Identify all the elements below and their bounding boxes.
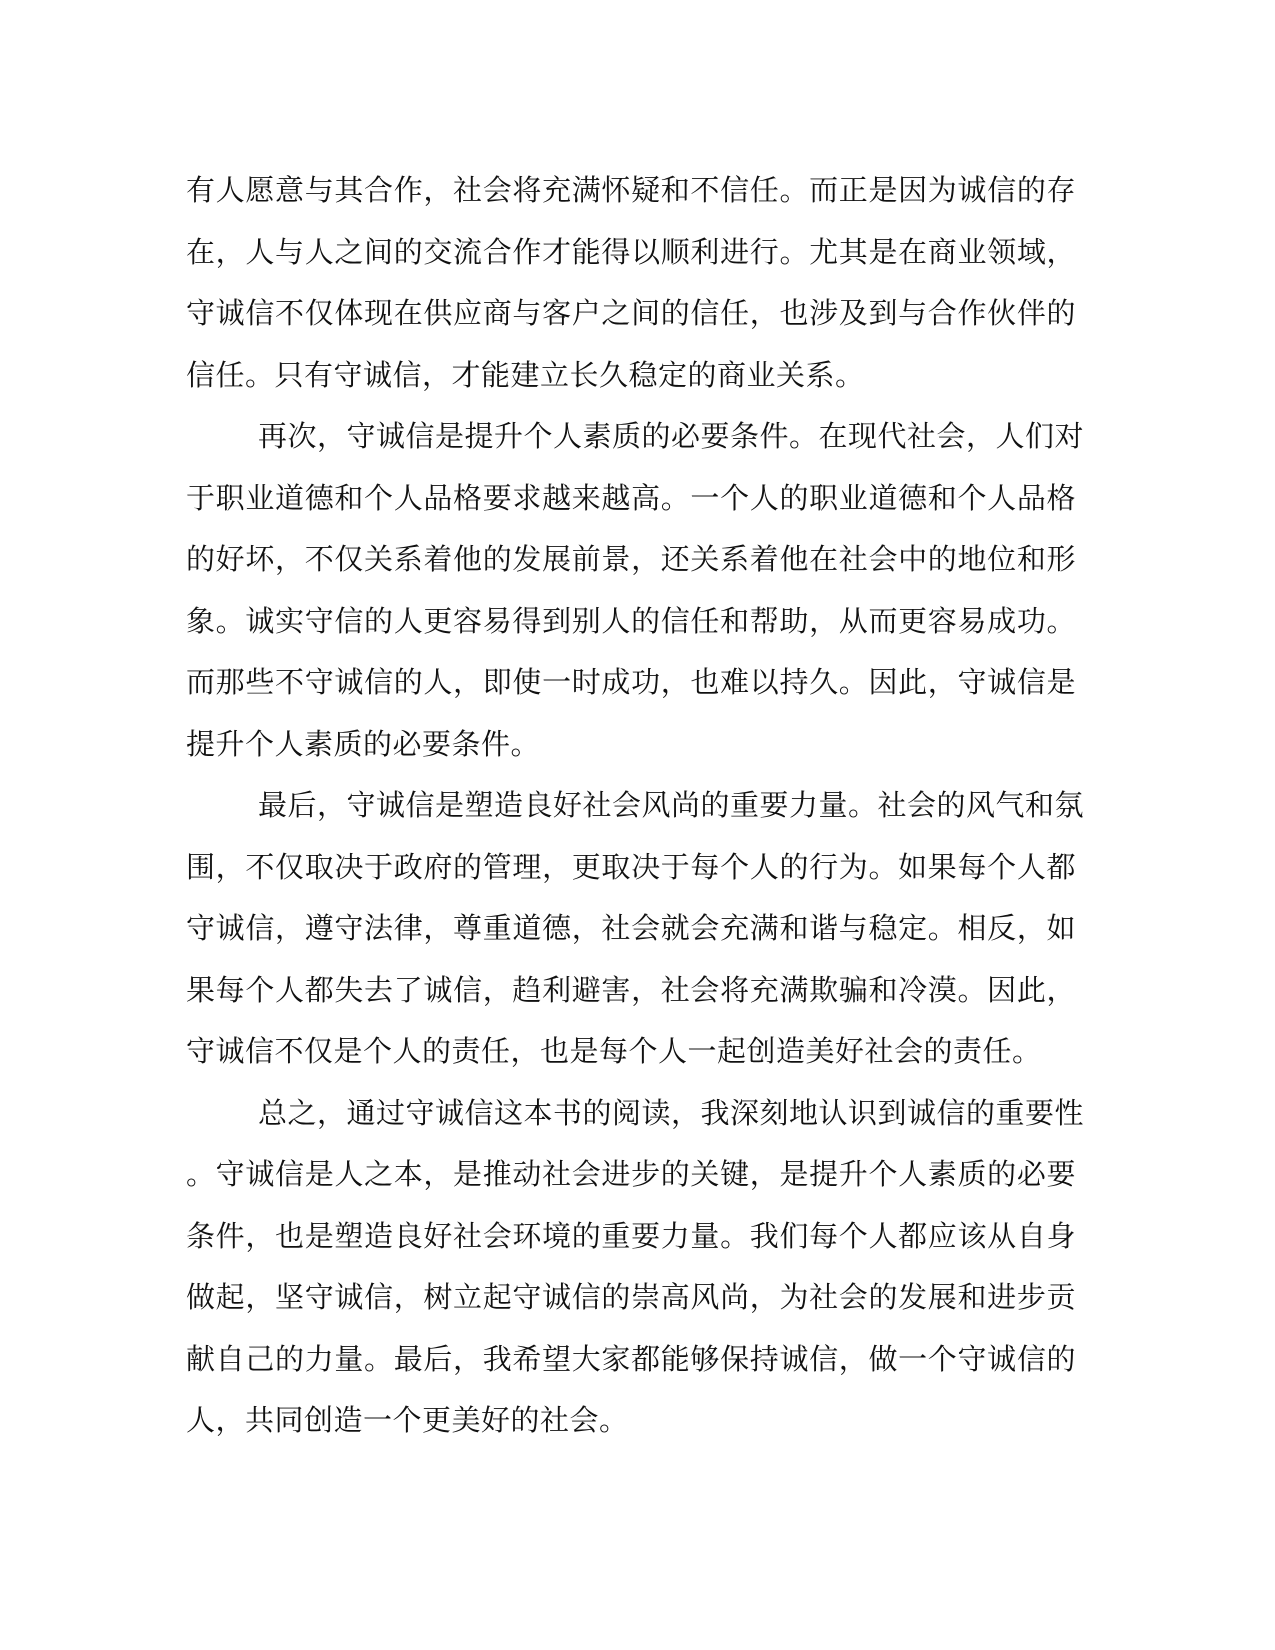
- paragraph-3: [186, 775, 1085, 1083]
- paragraph-1: [186, 160, 1076, 406]
- text-line: 信任。只有守诚信，才能建立长久稳定的商业关系。: [186, 357, 865, 392]
- text-line: 象。诚实守信的人更容易得到别人的信任和帮助，从而更容易成功。: [186, 603, 1076, 638]
- text-line: 于职业道德和个人品格要求越来越高。一个人的职业道德和个人品格: [186, 480, 1076, 515]
- text-line: 提升个人素质的必要条件。: [186, 726, 541, 761]
- text-line: 果每个人都失去了诚信，趋利避害，社会将充满欺骗和冷漠。因此，: [186, 972, 1076, 1007]
- text-line: 。守诚信是人之本，是推动社会进步的关键，是提升个人素质的必要: [186, 1157, 1076, 1191]
- text-line: 在，人与人之间的交流合作才能得以顺利进行。尤其是在商业领域，: [186, 234, 1076, 269]
- text-line: 守诚信不仅是个人的责任，也是每个人一起创造美好社会的责任。: [186, 1034, 1042, 1068]
- text-line: 条件，也是塑造良好社会环境的重要力量。我们每个人都应该从自身: [186, 1218, 1076, 1253]
- text-line: 有人愿意与其合作，社会将充满怀疑和不信任。而正是因为诚信的存: [186, 173, 1076, 207]
- text-line: 总之，通过守诚信这本书的阅读，我深刻地认识到诚信的重要性: [258, 1095, 1085, 1130]
- paragraph-4: [186, 1083, 1085, 1452]
- text-line: 再次，守诚信是提升个人素质的必要条件。在现代社会，人们对: [258, 419, 1085, 453]
- text-line: 的好坏，不仅关系着他的发展前景，还关系着他在社会中的地位和形: [186, 542, 1076, 576]
- text-line: 最后，守诚信是塑造良好社会风尚的重要力量。社会的风气和氛: [258, 788, 1085, 822]
- text-line: 做起，坚守诚信，树立起守诚信的崇高风尚，为社会的发展和进步贡: [186, 1280, 1076, 1314]
- text-line: 守诚信不仅体现在供应商与客户之间的信任，也涉及到与合作伙伴的: [186, 296, 1076, 330]
- text-line: 而那些不守诚信的人，即使一时成功，也难以持久。因此，守诚信是: [186, 665, 1076, 699]
- paragraph-2: [186, 406, 1085, 775]
- text-line: 献自己的力量。最后，我希望大家都能够保持诚信，做一个守诚信的: [186, 1341, 1076, 1376]
- document-body: [186, 160, 1085, 1452]
- text-line: 人，共同创造一个更美好的社会。: [186, 1403, 629, 1437]
- text-line: 守诚信，遵守法律，尊重道德，社会就会充满和谐与稳定。相反，如: [186, 911, 1076, 945]
- text-line: 围，不仅取决于政府的管理，更取决于每个人的行为。如果每个人都: [186, 849, 1076, 884]
